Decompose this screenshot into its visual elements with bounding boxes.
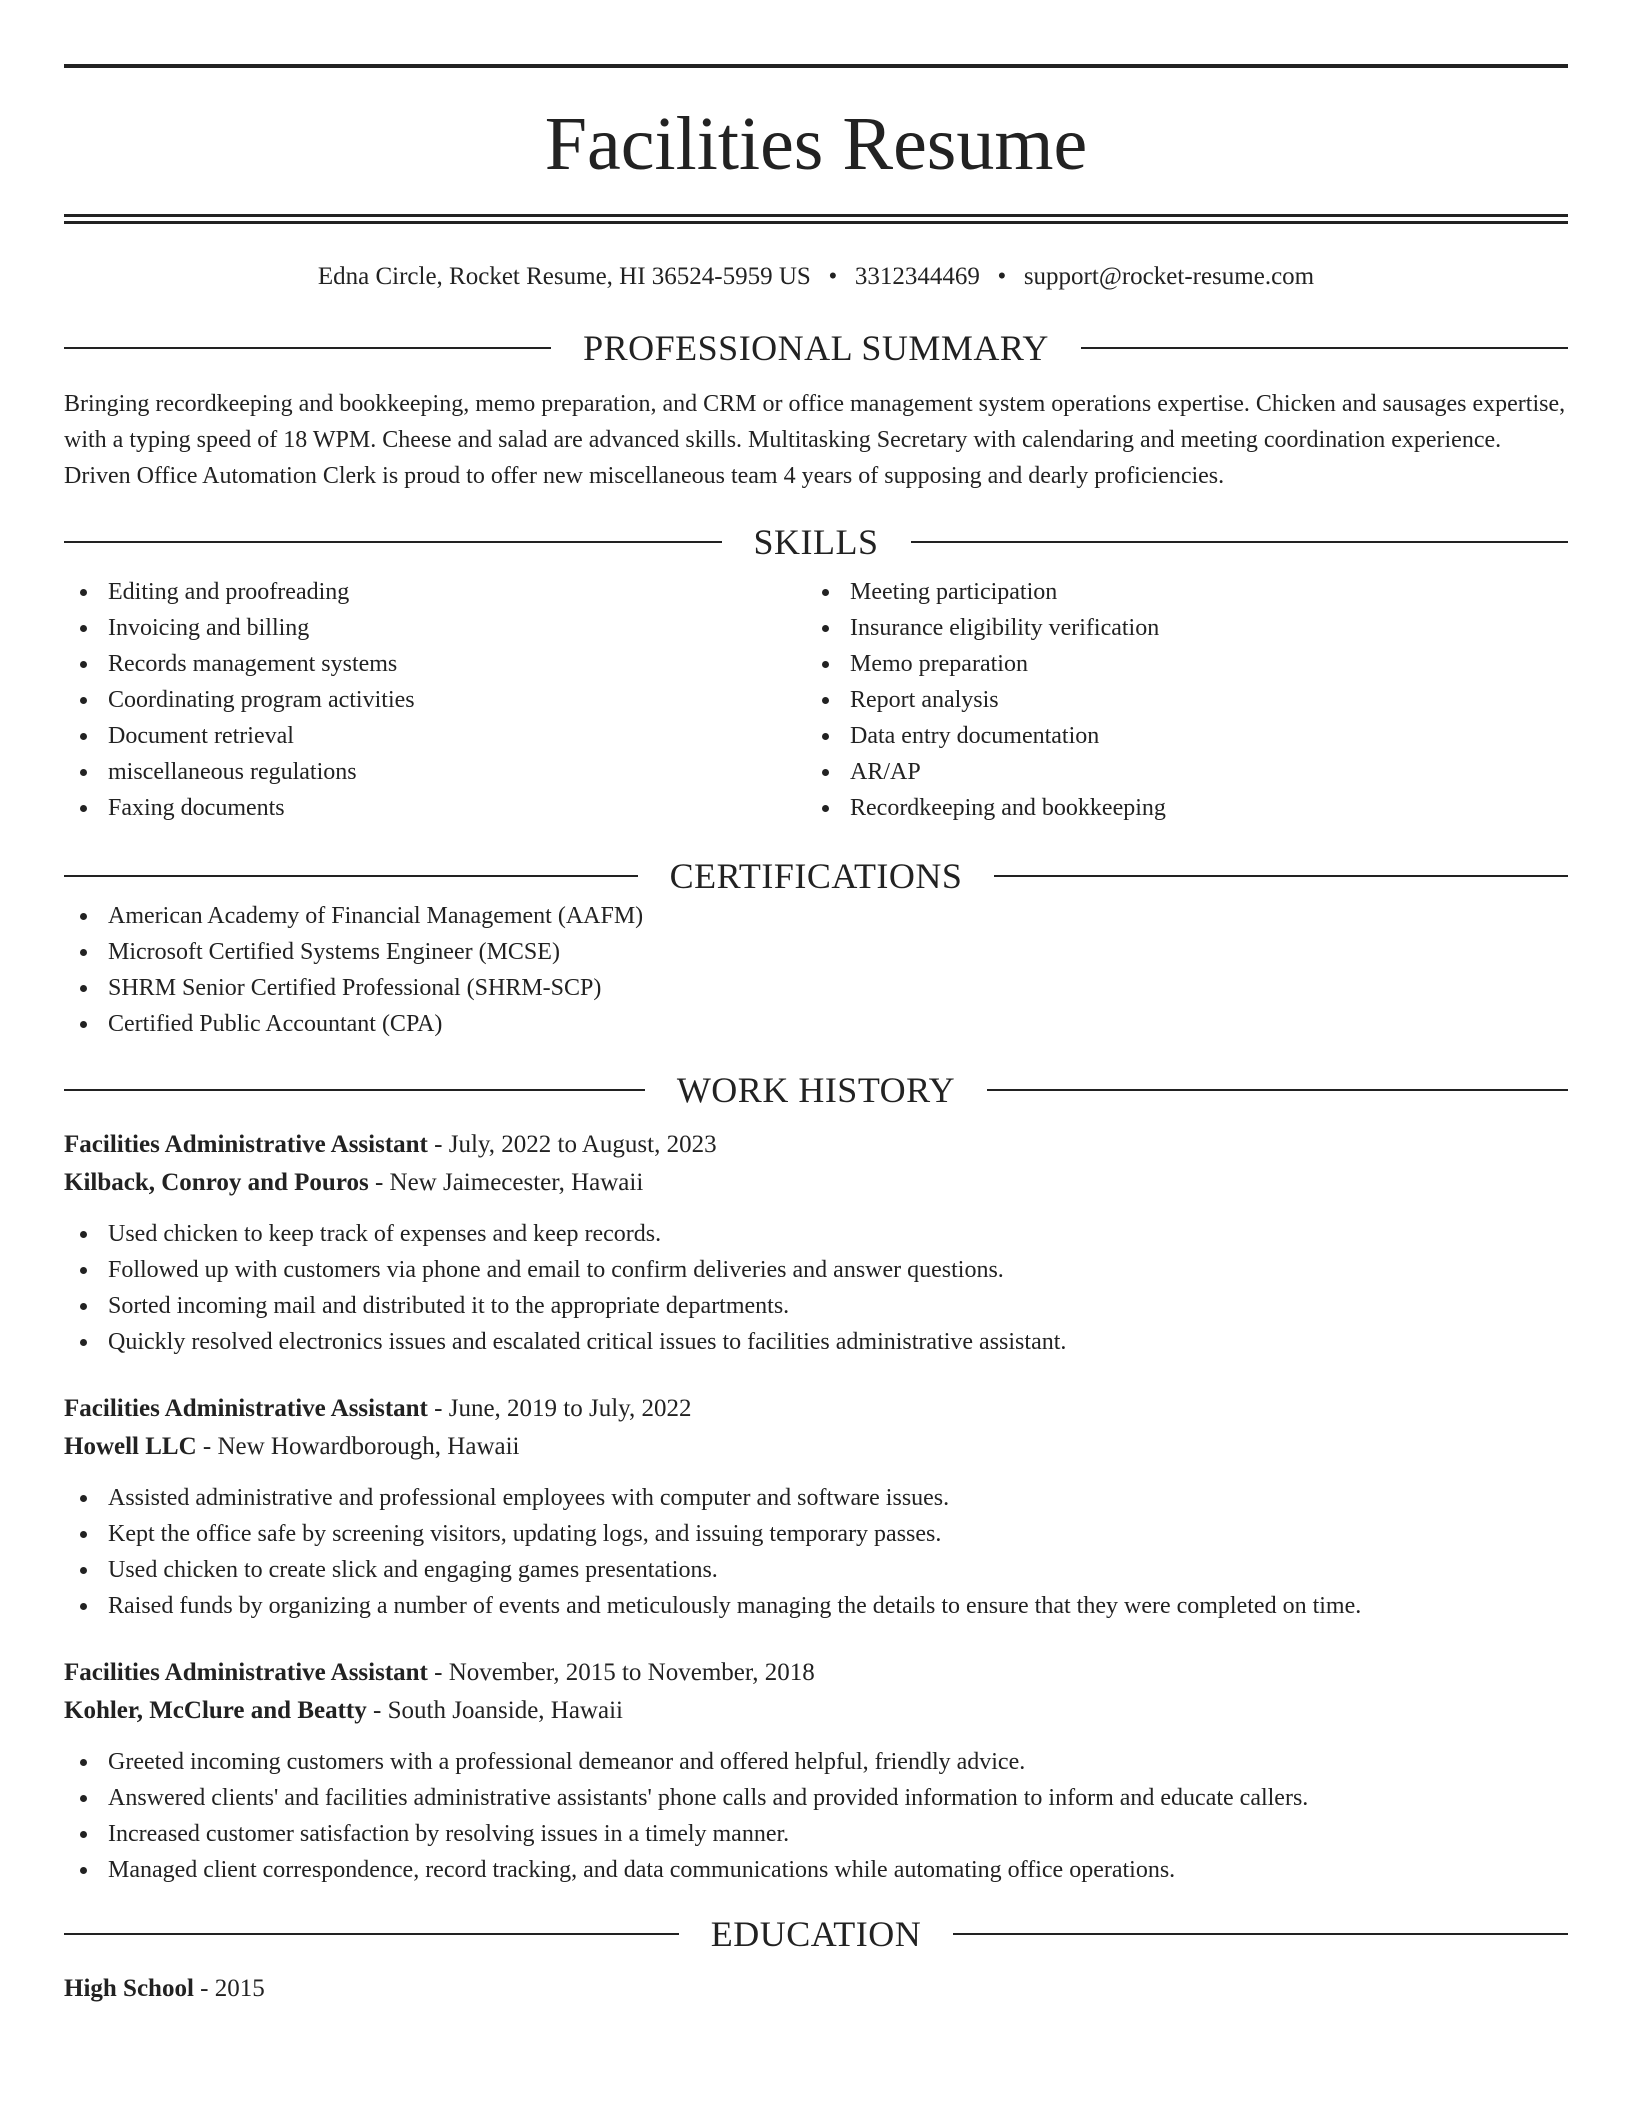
- job-bullet: Quickly resolved electronics issues and escalated critical issues to facilities administrative assistant.: [64, 1324, 1568, 1360]
- section-header-skills: [64, 520, 1568, 564]
- skill-item: Recordkeeping and bookkeeping: [806, 790, 1548, 826]
- title-double-rule: [64, 214, 1568, 224]
- section-header-summary: [64, 326, 1568, 370]
- summary-text: Bringing recordkeeping and bookkeeping, memo preparation, and CRM or office management system operations expertise. Chicken and sausages expertise, with a typing speed of 18 WPM. Cheese and salad are advanced skills. Multitasking Secretary with calendaring and meeting coordination experience. Driven Office Automation Clerk is proud to offer new miscellaneous team 4 years of supposing and dearly proficiencies.: [64, 391, 1566, 489]
- education-degree: High School: [64, 1975, 194, 2002]
- job-title-line: [64, 1126, 1568, 1164]
- job-entry: [64, 1126, 1568, 1360]
- section-rule: [64, 1089, 645, 1091]
- job-bullets: [64, 1480, 1568, 1624]
- skill-item: Coordinating program activities: [64, 682, 806, 718]
- job-bullet: Used chicken to create slick and engaging games presentations.: [64, 1552, 1568, 1588]
- job-company: Howell LLC: [64, 1433, 197, 1460]
- skill-item: Report analysis: [806, 682, 1548, 718]
- skill-item: Faxing documents: [64, 790, 806, 826]
- page-title: Facilities Resume: [544, 102, 1088, 186]
- skill-item: Data entry documentation: [806, 718, 1548, 754]
- job-bullet: Raised funds by organizing a number of events and meticulously managing the details to ensure that they were completed on time.: [64, 1588, 1568, 1624]
- section-header-education: [64, 1912, 1568, 1956]
- job-title-line: [64, 1390, 1568, 1428]
- job-entry: [64, 1390, 1568, 1624]
- job-bullets: [64, 1216, 1568, 1360]
- contact-address: Edna Circle, Rocket Resume, HI 36524-5959 US: [317, 263, 811, 290]
- section-rule: [911, 541, 1569, 543]
- job-company-line: [64, 1692, 1568, 1730]
- section-title-certifications: CERTIFICATIONS: [669, 856, 963, 896]
- section-header-certifications: [64, 854, 1568, 898]
- job-dates: - November, 2015 to November, 2018: [427, 1659, 815, 1686]
- top-rule: [64, 64, 1568, 68]
- section-rule: [64, 347, 551, 349]
- contact-separator: •: [828, 263, 838, 290]
- section-rule: [64, 1933, 679, 1935]
- job-bullet: Sorted incoming mail and distributed it to the appropriate departments.: [64, 1288, 1568, 1324]
- section-rule: [64, 541, 722, 543]
- job-bullet: Managed client correspondence, record tracking, and data communications while automating office operations.: [64, 1852, 1568, 1888]
- job-dates: - June, 2019 to July, 2022: [427, 1395, 692, 1422]
- skill-item: miscellaneous regulations: [64, 754, 806, 790]
- job-bullet: Greeted incoming customers with a professional demeanor and offered helpful, friendly advice.: [64, 1744, 1568, 1780]
- section-title-summary: PROFESSIONAL SUMMARY: [583, 328, 1049, 368]
- education-year: - 2015: [193, 1975, 265, 2002]
- section-rule: [953, 1933, 1568, 1935]
- certification-item: American Academy of Financial Management (AAFM): [64, 898, 1568, 934]
- certification-item: Certified Public Accountant (CPA): [64, 1006, 1568, 1042]
- contact-line: [64, 260, 1568, 294]
- section-rule: [64, 875, 638, 877]
- certification-item: SHRM Senior Certified Professional (SHRM-SCP): [64, 970, 1568, 1006]
- skills-list-left: [64, 574, 806, 826]
- job-dates: - July, 2022 to August, 2023: [427, 1131, 717, 1158]
- section-header-work-history: [64, 1068, 1568, 1112]
- job-location: - New Howardborough, Hawaii: [196, 1433, 520, 1460]
- contact-email: support@rocket-resume.com: [1023, 263, 1315, 290]
- skills-grid: [64, 574, 1568, 826]
- job-title: Facilities Administrative Assistant: [64, 1131, 428, 1158]
- job-bullet: Answered clients' and facilities administrative assistants' phone calls and provided information to inform and educate callers.: [64, 1780, 1568, 1816]
- job-entry: [64, 1654, 1568, 1888]
- skill-item: Editing and proofreading: [64, 574, 806, 610]
- section-rule: [1081, 347, 1568, 349]
- job-company-line: [64, 1428, 1568, 1466]
- skill-item: Meeting participation: [806, 574, 1548, 610]
- job-title: Facilities Administrative Assistant: [64, 1395, 428, 1422]
- job-bullet: Followed up with customers via phone and email to confirm deliveries and answer questions.: [64, 1252, 1568, 1288]
- contact-phone: 3312344469: [854, 263, 980, 290]
- education-entry: [64, 1970, 1568, 2008]
- job-location: - South Joanside, Hawaii: [366, 1697, 623, 1724]
- job-bullets: [64, 1744, 1568, 1888]
- section-rule: [987, 1089, 1568, 1091]
- certification-item: Microsoft Certified Systems Engineer (MCSE): [64, 934, 1568, 970]
- section-title-work-history: WORK HISTORY: [676, 1070, 956, 1110]
- job-title-line: [64, 1654, 1568, 1692]
- job-company-line: [64, 1164, 1568, 1202]
- job-location: - New Jaimecester, Hawaii: [368, 1169, 644, 1196]
- job-company: Kohler, McClure and Beatty: [64, 1697, 367, 1724]
- job-bullet: Kept the office safe by screening visitors, updating logs, and issuing temporary passes.: [64, 1516, 1568, 1552]
- skills-list-right: [806, 574, 1548, 826]
- section-title-education: EDUCATION: [710, 1914, 922, 1954]
- skill-item: Memo preparation: [806, 646, 1548, 682]
- section-title-skills: SKILLS: [753, 522, 879, 562]
- skill-item: AR/AP: [806, 754, 1548, 790]
- skill-item: Document retrieval: [64, 718, 806, 754]
- skill-item: Records management systems: [64, 646, 806, 682]
- certifications-list: [64, 898, 1568, 1042]
- job-title: Facilities Administrative Assistant: [64, 1659, 428, 1686]
- job-bullet: Increased customer satisfaction by resolving issues in a timely manner.: [64, 1816, 1568, 1852]
- skill-item: Insurance eligibility verification: [806, 610, 1548, 646]
- job-bullet: Assisted administrative and professional employees with computer and software issues.: [64, 1480, 1568, 1516]
- job-bullet: Used chicken to keep track of expenses and keep records.: [64, 1216, 1568, 1252]
- job-company: Kilback, Conroy and Pouros: [64, 1169, 369, 1196]
- skill-item: Invoicing and billing: [64, 610, 806, 646]
- contact-separator: •: [997, 263, 1007, 290]
- section-rule: [994, 875, 1568, 877]
